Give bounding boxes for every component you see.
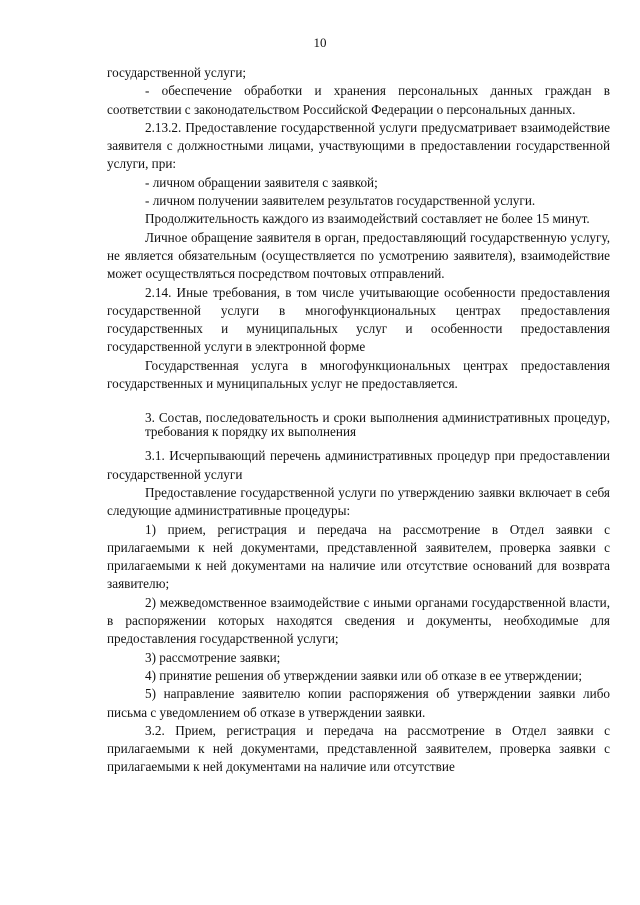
document-body xyxy=(107,64,610,777)
paragraph-1: государственной услуги; xyxy=(107,65,247,80)
section-heading: 3. Состав, последовательность и сроки выполнения административных процедур, требования к порядку их выполнения xyxy=(145,410,610,440)
paragraph-17: 5) направление заявителю копии распоряжения об утверждении заявки либо письма с уведомлением об отказе в утверждении заявки. xyxy=(107,686,610,720)
paragraph-5: - личном получении заявителем результатов государственной услуги. xyxy=(145,193,536,209)
paragraph-14: 2) межведомственное взаимодействие с иными органами государственной власти, в распоряжении которых находятся сведения и документы, необходимые для предоставления государственной услуги; xyxy=(107,594,610,647)
paragraph-15: 3) рассмотрение заявки; xyxy=(145,649,281,665)
paragraph-3: 2.13.2. Предоставление государственной услуги предусматривает взаимодействие заявителя с должностными лицами, участвующими в предоставлении государственной услуги, при: xyxy=(107,119,610,172)
paragraph-8: 2.14. Иные требования, в том числе учитывающие особенности предоставления государственной услуги в многофункциональных центрах предоставления государственных и муниципальных услуг и особенности предоставления государственной услуги в электронной форме xyxy=(107,284,610,355)
paragraph-11: 3.1. Исчерпывающий перечень административных процедур при предоставлении государственной услуги xyxy=(107,448,610,482)
paragraph-9: Государственная услуга в многофункциональных центрах предоставления государственных и муниципальных услуг не предоставляется. xyxy=(107,357,610,392)
paragraph-12: Предоставление государственной услуги по утверждению заявки включает в себя следующие административные процедуры: xyxy=(107,484,610,519)
paragraph-7: Личное обращение заявителя в орган, предоставляющий государственную услугу, не является обязательным (осуществляется по усмотрению заявителя), взаимодействие может осуществляться посредством почтовых отправлений. xyxy=(107,229,610,282)
paragraph-16: 4) принятие решения об утверждении заявки или об отказе в ее утверждении; xyxy=(145,667,583,683)
page-number: 10 xyxy=(313,35,327,50)
paragraph-6: Продолжительность каждого из взаимодействий составляет не более 15 минут. xyxy=(145,211,590,227)
paragraph-13: 1) прием, регистрация и передача на рассмотрение в Отдел заявки с прилагаемыми к ней документами, представленной заявителем, проверка заявки с прилагаемыми к ней документами на наличие или отсутствие оснований для возврата заявителю; xyxy=(107,521,610,592)
paragraph-2: - обеспечение обработки и хранения персональных данных граждан в соответствии с законодательством Российской Федерации о персональных данных. xyxy=(107,83,610,117)
paragraph-4: - личном обращении заявителя с заявкой; xyxy=(145,174,378,190)
paragraph-18: 3.2. Прием, регистрация и передача на рассмотрение в Отдел заявки с прилагаемыми к ней документами, представленной заявителем, проверка заявки с прилагаемыми к ней документами на наличие или отсутствие xyxy=(107,722,610,775)
